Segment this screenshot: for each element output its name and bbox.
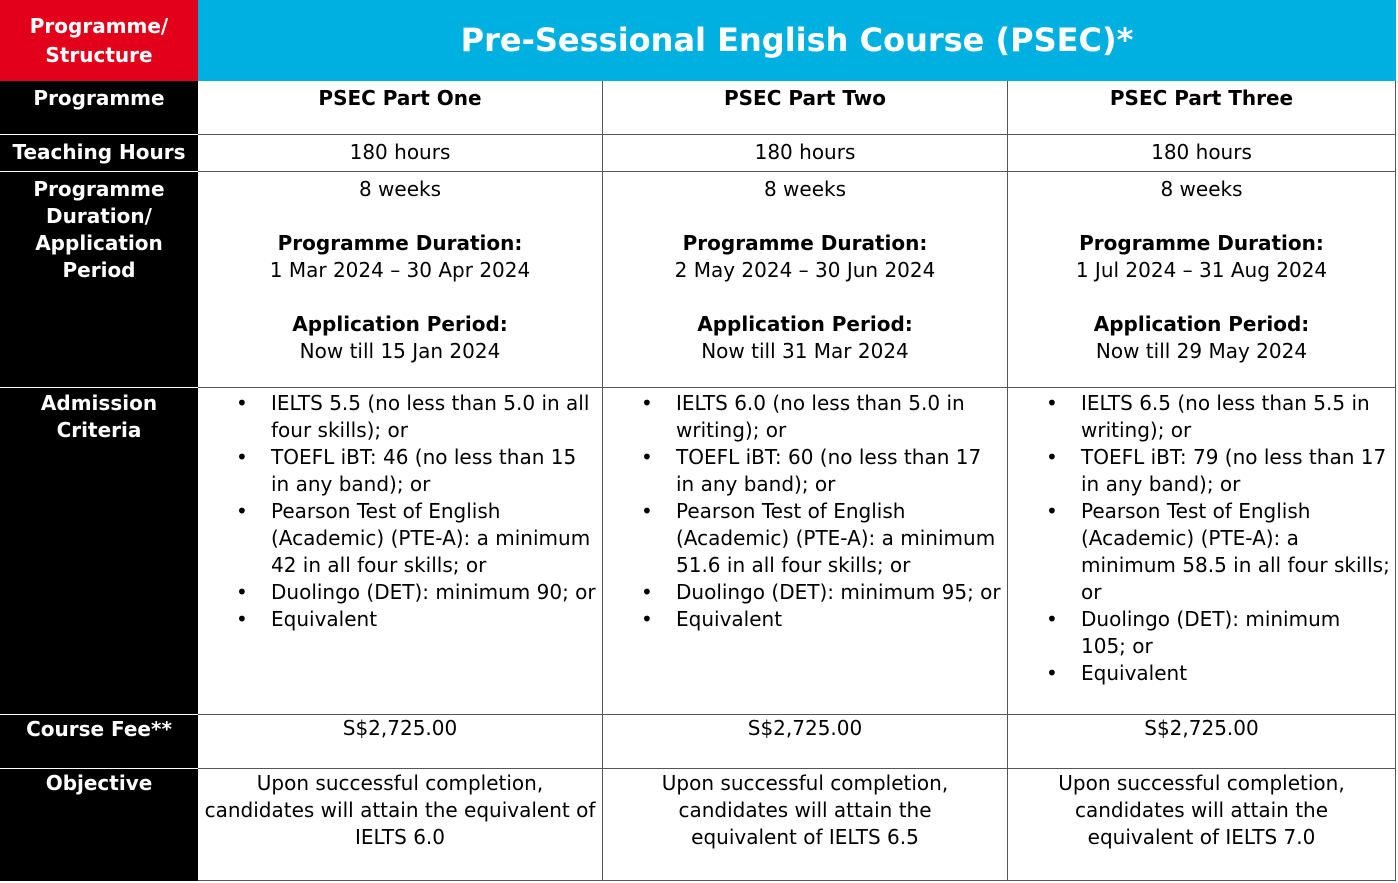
programme-cell-2: PSEC Part Two: [603, 81, 1008, 135]
row-label-course-fee: Course Fee**: [0, 715, 198, 769]
programme-cell-3: PSEC Part Three: [1008, 81, 1396, 135]
corner-cell: [0, 0, 198, 81]
criteria-list: [1008, 390, 1395, 687]
row-label-duration: Programme Duration/ Application Period: [0, 172, 198, 388]
row-label-programme: Programme: [0, 81, 198, 135]
criteria-item: • Equivalent: [236, 607, 378, 631]
programme-duration-heading: Programme Duration:: [277, 231, 523, 255]
application-period-heading: Application Period:: [1093, 312, 1310, 336]
fee-cell-2: S$2,725.00: [603, 715, 1008, 769]
programme-dates: 1 Jul 2024 – 31 Aug 2024: [1075, 258, 1328, 282]
criteria-item: • IELTS 6.5 (no less than 5.5 in writing); or: [1046, 391, 1370, 442]
criteria-item: • IELTS 6.0 (no less than 5.0 in writing); or: [641, 391, 965, 442]
criteria-cell-3: [1008, 388, 1396, 715]
criteria-item: • Duolingo (DET): minimum 105; or: [1046, 607, 1341, 658]
objective-cell-2: Upon successful completion, candidates will attain the equivalent of IELTS 6.5: [603, 769, 1008, 881]
application-period-heading: Application Period:: [697, 312, 913, 336]
criteria-item: • Pearson Test of English (Academic) (PTE-A): a minimum 58.5 in all four skills; or: [1046, 499, 1390, 604]
criteria-item: • Duolingo (DET): minimum 90; or: [236, 580, 596, 604]
criteria-cell-2: [603, 388, 1008, 715]
criteria-item: • IELTS 5.5 (no less than 5.0 in all four skills); or: [236, 391, 590, 442]
duration-cell-2: [603, 172, 1008, 388]
programme-duration-heading: Programme Duration:: [682, 231, 928, 255]
criteria-cell-1: [198, 388, 603, 715]
criteria-item: • TOEFL iBT: 46 (no less than 15 in any band); or: [236, 445, 577, 496]
programme-dates: 1 Mar 2024 – 30 Apr 2024: [269, 258, 531, 282]
criteria-item: • TOEFL iBT: 79 (no less than 17 in any band); or: [1046, 445, 1387, 496]
programme-cell-1: PSEC Part One: [198, 81, 603, 135]
title-banner: [198, 0, 1396, 81]
criteria-item: • TOEFL iBT: 60 (no less than 17 in any band); or: [641, 445, 982, 496]
row-label-teaching-hours: Teaching Hours: [0, 135, 198, 172]
duration-cell-3: [1008, 172, 1396, 388]
hours-cell-2: 180 hours: [603, 135, 1008, 172]
criteria-item: • Pearson Test of English (Academic) (PTE-A): a minimum 51.6 in all four skills; or: [641, 499, 996, 577]
criteria-item: • Pearson Test of English (Academic) (PTE-A): a minimum 42 in all four skills; or: [236, 499, 591, 577]
criteria-item: • Duolingo (DET): minimum 95; or: [641, 580, 1001, 604]
row-label-admission: Admission Criteria: [0, 388, 198, 715]
application-period-heading: Application Period:: [292, 312, 508, 336]
criteria-list: [198, 390, 602, 633]
criteria-item: • Equivalent: [1046, 661, 1188, 685]
fee-cell-1: S$2,725.00: [198, 715, 603, 769]
application-dates: Now till 29 May 2024: [1095, 339, 1308, 363]
row-label-objective: Objective: [0, 769, 198, 881]
duration-cell-1: [198, 172, 603, 388]
application-dates: Now till 31 Mar 2024: [701, 339, 909, 363]
objective-cell-1: Upon successful completion, candidates will attain the equivalent of IELTS 6.0: [198, 769, 603, 881]
weeks: 8 weeks: [763, 177, 847, 201]
criteria-list: [603, 390, 1007, 633]
weeks: 8 weeks: [358, 177, 442, 201]
page-title: Pre-Sessional English Course (PSEC)*: [460, 21, 1134, 59]
corner-label: Programme/ Structure: [29, 14, 169, 67]
objective-cell-3: Upon successful completion, candidates will attain the equivalent of IELTS 7.0: [1008, 769, 1396, 881]
hours-cell-1: 180 hours: [198, 135, 603, 172]
programme-dates: 2 May 2024 – 30 Jun 2024: [674, 258, 936, 282]
programme-duration-heading: Programme Duration:: [1079, 231, 1324, 255]
fee-cell-3: S$2,725.00: [1008, 715, 1396, 769]
weeks: 8 weeks: [1160, 177, 1243, 201]
hours-cell-3: 180 hours: [1008, 135, 1396, 172]
application-dates: Now till 15 Jan 2024: [299, 339, 501, 363]
criteria-item: • Equivalent: [641, 607, 783, 631]
